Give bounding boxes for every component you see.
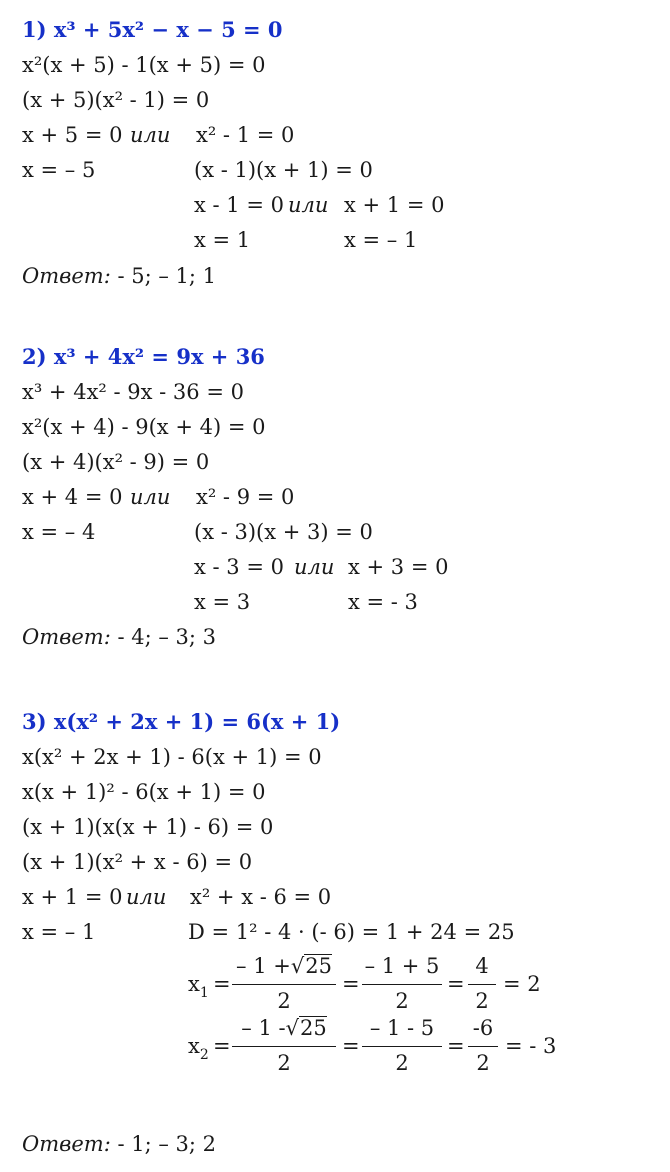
- answer-label: Ответ:: [22, 1132, 111, 1156]
- x1-f3-numerator: 4: [475, 954, 489, 978]
- x2-f1-radicand: 25: [299, 1016, 327, 1040]
- x1-eq-2: =: [342, 972, 360, 996]
- x2-f3-denominator: 2: [476, 1051, 490, 1075]
- problem-3-case-b: x² + x - 6 = 0: [190, 885, 332, 909]
- x1-eq-1: =: [213, 972, 231, 996]
- x1-f3-denominator: 2: [475, 989, 489, 1013]
- fraction-bar: [468, 1046, 498, 1047]
- problem-1-root-a: x = – 5: [22, 158, 96, 182]
- problem-2-or-1: или: [130, 485, 171, 509]
- x1-subscript: 1: [199, 985, 209, 1001]
- x2-label: [188, 1032, 209, 1069]
- problem-1-answer: [22, 262, 216, 290]
- problem-1-case-a: x + 5 = 0: [22, 123, 123, 147]
- problem-1-root-d: x = – 1: [344, 228, 418, 252]
- x2-f2-numerator: – 1 - 5: [369, 1016, 435, 1040]
- problem-1-step-1: x²(x + 5) - 1(x + 5) = 0: [22, 53, 266, 77]
- x2-eq-1: =: [213, 1034, 231, 1058]
- x1-label: [188, 970, 209, 1007]
- problem-2-root-c: x = 3: [194, 590, 251, 614]
- x1-f1-radicand: 25: [305, 954, 332, 978]
- fraction-bar: [232, 984, 336, 985]
- problem-2-answer: [22, 623, 216, 651]
- x1-f1-denominator: 2: [277, 989, 291, 1013]
- problem-1-root-c: x = 1: [194, 228, 251, 252]
- answer-label: Ответ:: [22, 264, 111, 288]
- problem-3-answer: [22, 1130, 216, 1158]
- problem-3-root-a: x = – 1: [22, 920, 96, 944]
- x2-f2-denominator: 2: [395, 1051, 409, 1075]
- problem-3-step-2: x(x + 1)² - 6(x + 1) = 0: [22, 780, 266, 804]
- problem-1-header: 1) x³ + 5x² − x − 5 = 0: [22, 17, 283, 42]
- sqrt-sign: √: [290, 954, 305, 978]
- problem-1-or-2: или: [288, 193, 329, 217]
- problem-1-step-2: (x + 5)(x² - 1) = 0: [22, 88, 210, 112]
- problem-3-step-1: x(x² + 2x + 1) - 6(x + 1) = 0: [22, 745, 322, 769]
- x1-eq-3: =: [447, 972, 465, 996]
- x2-f1-numerator: [232, 1014, 336, 1042]
- fraction-bar: [232, 1046, 336, 1047]
- sqrt-sign: √: [285, 1016, 299, 1040]
- x2-f1-denominator: 2: [277, 1051, 291, 1075]
- x2-f1-pre: – 1 -: [241, 1016, 286, 1040]
- problem-3-case-a: x + 1 = 0: [22, 885, 123, 909]
- problem-2-step-2: x²(x + 4) - 9(x + 4) = 0: [22, 415, 266, 439]
- x2-result: = - 3: [505, 1034, 557, 1058]
- fraction-bar: [362, 1046, 442, 1047]
- x1-f1-pre: – 1 +: [236, 954, 291, 978]
- problem-1-case-b: x² - 1 = 0: [196, 123, 295, 147]
- fraction-bar: [362, 984, 442, 985]
- answer-value: - 5; – 1; 1: [117, 264, 216, 288]
- answer-value: - 4; – 3; 3: [117, 625, 216, 649]
- problem-2-root-d: x = - 3: [348, 590, 418, 614]
- problem-3-step-3: (x + 1)(x(x + 1) - 6) = 0: [22, 815, 274, 839]
- problem-2-case-d: x + 3 = 0: [348, 555, 449, 579]
- problem-2-or-2: или: [294, 555, 335, 579]
- x2-eq-3: =: [447, 1034, 465, 1058]
- x2-subscript: 2: [199, 1047, 209, 1063]
- x2-var: x: [188, 1034, 200, 1058]
- problem-2-root-a: x = – 4: [22, 520, 96, 544]
- answer-label: Ответ:: [22, 625, 111, 649]
- problem-3-discriminant: D = 1² - 4 · (- 6) = 1 + 24 = 25: [188, 920, 515, 944]
- problem-2-factor-b: (x - 3)(x + 3) = 0: [194, 520, 373, 544]
- problem-1-or-1: или: [130, 123, 171, 147]
- problem-3-step-4: (x + 1)(x² + x - 6) = 0: [22, 850, 253, 874]
- fraction-bar: [468, 984, 496, 985]
- x2-eq-2: =: [342, 1034, 360, 1058]
- x1-f2-denominator: 2: [395, 989, 409, 1013]
- x1-var: x: [188, 972, 200, 996]
- problem-3-or: или: [126, 885, 167, 909]
- problem-2-step-3: (x + 4)(x² - 9) = 0: [22, 450, 210, 474]
- problem-2-case-c: x - 3 = 0: [194, 555, 284, 579]
- problem-1-case-d: x + 1 = 0: [344, 193, 445, 217]
- problem-2-header: 2) x³ + 4x² = 9x + 36: [22, 344, 265, 369]
- answer-value: - 1; – 3; 2: [117, 1132, 216, 1156]
- problem-1-case-c: x - 1 = 0: [194, 193, 284, 217]
- x1-f2-numerator: – 1 + 5: [364, 954, 440, 978]
- problem-2-case-b: x² - 9 = 0: [196, 485, 295, 509]
- problem-3-header: 3) x(x² + 2x + 1) = 6(x + 1): [22, 709, 341, 734]
- problem-2-step-1: x³ + 4x² - 9x - 36 = 0: [22, 380, 244, 404]
- problem-2-case-a: x + 4 = 0: [22, 485, 123, 509]
- problem-1-factor-b: (x - 1)(x + 1) = 0: [194, 158, 373, 182]
- x2-f3-numerator: -6: [472, 1016, 494, 1040]
- x1-result: = 2: [503, 972, 541, 996]
- x1-f1-numerator: [232, 952, 336, 980]
